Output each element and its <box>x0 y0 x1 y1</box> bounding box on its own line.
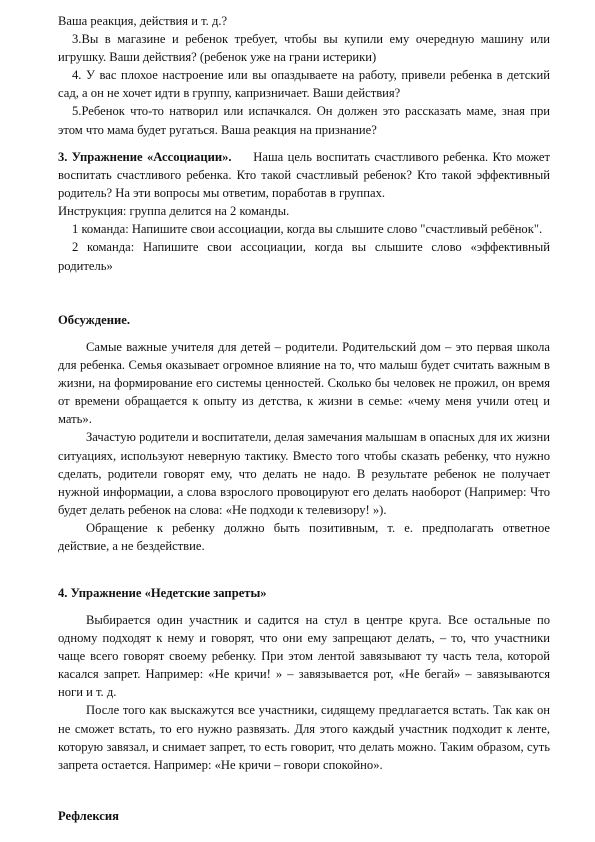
exercise-4-section <box>58 584 550 602</box>
exercise-4-paragraph-1: Выбирается один участник и садится на стул в центре круга. Все остальные по одному подходят к нему и говорят, что они ему запрещают делать, – то, что участники чаще всего говорят своему ребенку. При этом лентой завязывают ту часть тела, которой касался запрет. Например: «Не кричи! » – завязывается рот, «Не бегай» – завязываются ноги и т. д. <box>58 613 550 700</box>
discussion-heading: Обсуждение. <box>58 313 130 327</box>
discussion-body <box>58 338 550 555</box>
exercise-3-text: Наша цель воспитать счастливого ребенка. Кто может воспитать счастливого ребенка. Кто такой счастливый ребенок? Кто такой эффективный родитель? На эти вопросы мы ответим, поработав в группах. <box>58 150 550 201</box>
question-3: 3.Вы в магазине и ребенок требует, чтобы вы купили ему очередную машину или игрушку. Ваши действия? (ребенок уже на грани истерики) <box>58 32 550 65</box>
exercise-3-team-1: 1 команда: Напишите свои ассоциации, когда вы слышите слово "счастливый ребёнок". <box>72 222 543 237</box>
reflection-heading: Рефлексия <box>58 809 119 823</box>
exercise-4-body <box>58 611 550 774</box>
exercise-3-instruction: Инструкция: группа делится на 2 команды. <box>58 204 290 219</box>
exercise-3-paragraph <box>58 148 550 202</box>
exercise-3-team-2: 2 команда: Напишите свои ассоциации, когда вы слышите слово «эффективный родитель» <box>58 240 550 273</box>
exercise-4-paragraph-2: После того как выскажутся все участники, сидящему предлагается встать. Так как он не сможет встать, то его нужно развязать. Для этого каждый участник подходит к ленте, которую завязал, и снимает запрет, то есть говорит, что делать можно. Таким образом, суть запрета остается. Например: «Не кричи – говори спокойно». <box>58 703 550 772</box>
question-4: 4. У вас плохое настроение или вы опаздываете на работу, привели ребенка в детский сад, а он не хочет идти в группу, капризничает. Ваши действия? <box>58 68 550 101</box>
exercise-4-heading: 4. Упражнение «Недетские запреты» <box>58 586 267 600</box>
discussion-paragraph-3: Обращение к ребенку должно быть позитивным, т. е. предполагать ответное действие, а не бездействие. <box>58 520 550 554</box>
reflection-section <box>58 807 550 825</box>
question-5: 5.Ребенок что-то натворил или испачкался. Он должен это рассказать маме, зная при этом что мама будет ругаться. Ваша реакция на признание? <box>58 104 550 137</box>
exercise-3-heading: 3. Упражнение «Ассоциации». <box>58 150 232 164</box>
discussion-paragraph-2: Зачастую родители и воспитатели, делая замечания малышам в опасных для их жизни ситуациях, используют неверную тактику. Вместо того чтобы сказать ребенку, что нужно сделать, родители говорят ему, что делать не надо. В результате ребенок не получает нужной информации, а слова взрослого провоцируют его делать наоборот (Например: Что будет делать ребенок на слова: «Не подходи к телевизору! »). <box>58 430 550 517</box>
intro-line: Ваша реакция, действия и т. д.? <box>58 14 228 28</box>
intro-section <box>58 12 550 139</box>
exercise-3-section <box>58 148 550 275</box>
discussion-section <box>58 311 550 329</box>
discussion-paragraph-1: Самые важные учителя для детей – родители. Родительский дом – это первая школа для ребенка. Семья оказывает огромное влияние на то, что малыш будет считать важным в жизни, на формирование его системы ценностей. Сколько бы человек не прожил, он время от времени обращается к опыту из детства, к жизни в семье: «чему меня учили отец и мать». <box>58 340 550 427</box>
